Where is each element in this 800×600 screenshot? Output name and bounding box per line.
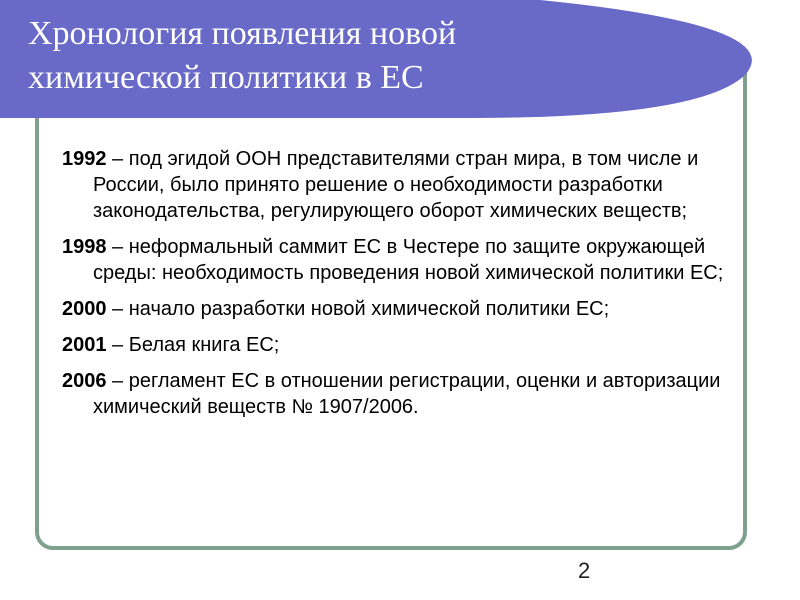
timeline-entry [62, 234, 742, 286]
entry-year: 2000 [62, 298, 107, 320]
entry-text: – неформальный саммит ЕС в Честере по защите окружающей среды: необходимость проведения новой химической политики ЕС; [93, 236, 724, 284]
entry-year: 2001 [62, 334, 107, 356]
timeline-entry [62, 296, 742, 322]
title-line-1: Хронология появления новой [28, 15, 457, 52]
timeline-list [62, 146, 742, 430]
title-line-2: химической политики в ЕС [28, 59, 424, 96]
timeline-entry [62, 146, 742, 224]
entry-text: – под эгидой ООН представителями стран мира, в том числе и России, было принято решение о необходимости разработки законодательства, регулирующего оборот химических веществ; [93, 148, 699, 222]
timeline-entry [62, 368, 742, 420]
entry-text: – Белая книга ЕС; [106, 334, 280, 356]
entry-text: – начало разработки новой химической политики ЕС; [106, 298, 610, 320]
timeline-entry [62, 332, 742, 358]
slide-title [28, 12, 588, 100]
entry-text: – регламент ЕС в отношении регистрации, оценки и авторизации химический веществ № 1907/2006. [93, 370, 721, 418]
entry-year: 1998 [62, 236, 107, 258]
entry-year: 1992 [62, 148, 107, 170]
page-number: 2 [578, 558, 591, 583]
entry-year: 2006 [62, 370, 107, 392]
